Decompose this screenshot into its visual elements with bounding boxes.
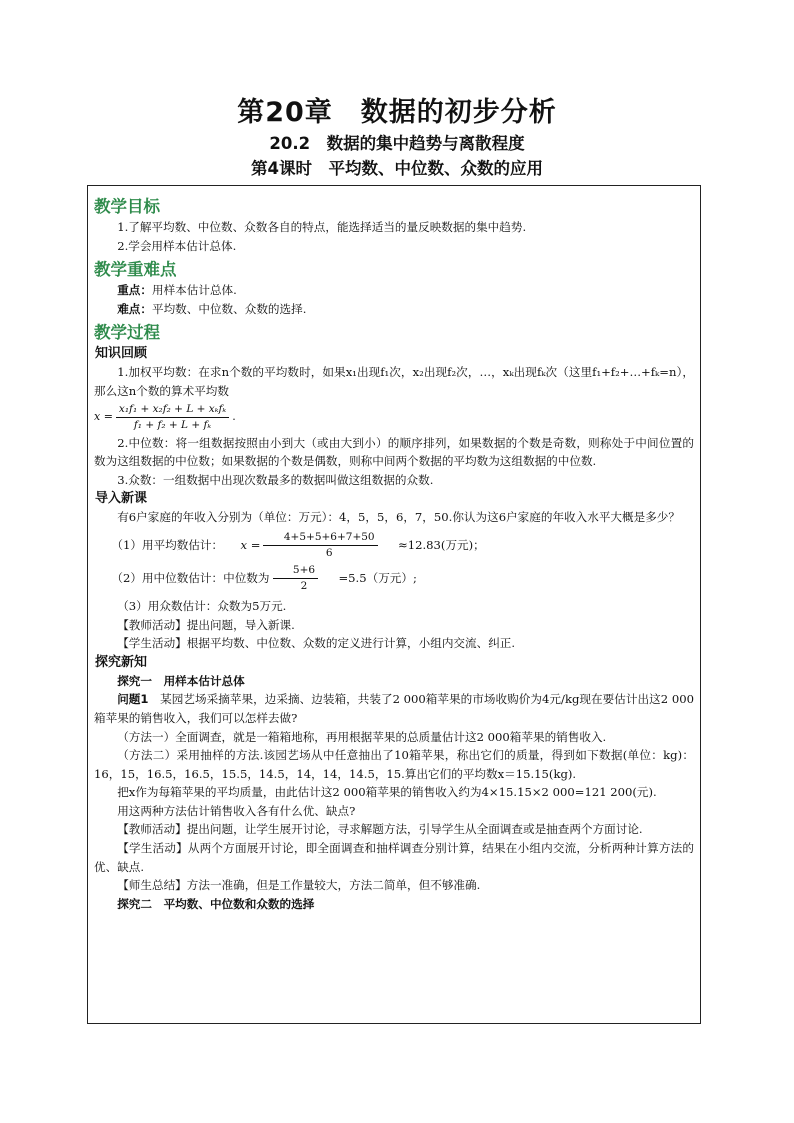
key-label: 重点： xyxy=(117,283,152,298)
mean-estimate-fraction xyxy=(263,531,377,560)
intro-heading: 导入新课 xyxy=(95,491,148,507)
mean-estimate-result: ≈12.83(万元)； xyxy=(398,538,485,553)
method-1: （方法一）全面调查，就是一箱箱地称，再用根据苹果的总质量估计这2 000箱苹果的销售收入. xyxy=(117,729,607,744)
objective-item: 1.了解平均数、中位数、众数各自的特点，能选择适当的量反映数据的集中趋势. xyxy=(117,220,527,234)
lesson-title: 第4课时 平均数、中位数、众数的应用 xyxy=(251,159,543,178)
question-1 xyxy=(94,690,694,727)
intro-question: 有6户家庭的年收入分别为（单位：万元）：4，5，5，6，7，50.你认为这6户家庭的年收入水平大概是多少？ xyxy=(117,510,680,525)
key-point xyxy=(94,281,694,300)
mean-estimate-denominator: 6 xyxy=(325,546,333,559)
formula-denominator: f₁ + f₂ + L + fₖ xyxy=(133,418,212,431)
question-1-label: 问题1 xyxy=(117,692,149,707)
teacher-student-summary: 【师生总结】方法一准确，但是工作量较大，方法二简单，但不够准确. xyxy=(117,878,481,893)
explore-teacher-activity: 【教师活动】提出问题，让学生展开讨论，寻求解题方法，引导学生从全面调查或是抽查两个方面讨论. xyxy=(117,822,643,837)
objective-item: 2.学会用样本估计总体. xyxy=(117,238,237,253)
weighted-mean-formula xyxy=(94,403,694,432)
mean-estimate-lhs: x = xyxy=(240,538,261,553)
difficulty-text: 平均数、中位数、众数的选择. xyxy=(151,301,307,316)
method-2: （方法二）采用抽样的方法.该园艺场从中任意抽出了10箱苹果，称出它们的质量，得到如下数据(单位：kg)：16，15，16.5，16.5，15.5，14.5，14，14，14.5，15.算出它们的平均数x＝15.15(kg). xyxy=(94,748,694,781)
method-2-result: 把x作为每箱苹果的平均质量，由此估计这2 000箱苹果的销售收入约为4×15.15×2 000=121 200(元). xyxy=(117,785,657,800)
question-1-text: 某园艺场采摘苹果，边采摘、边装箱，共装了2 000箱苹果的市场收购价为4元/kg现在要估计出这2 000箱苹果的销售收入，我们可以怎样去做? xyxy=(94,692,694,725)
lesson-plan-box xyxy=(87,185,701,1024)
mean-estimate-numerator: 4+5+5+6+7+50 xyxy=(263,531,377,546)
review-heading: 知识回顾 xyxy=(95,346,148,362)
objectives-heading: 教学目标 xyxy=(94,197,160,216)
median-estimate-denominator: 2 xyxy=(300,579,308,592)
process-heading: 教学过程 xyxy=(94,323,160,343)
explore-heading: 探究新知 xyxy=(95,654,148,670)
review-mode: 3.众数：一组数据中出现次数最多的数据叫做这组数据的众数. xyxy=(117,472,434,487)
median-estimate-result: =5.5（万元）; xyxy=(338,571,417,586)
difficulty-point xyxy=(94,300,694,319)
title-block xyxy=(0,96,794,181)
key-points-heading: 教学重难点 xyxy=(94,260,177,280)
formula-lhs: x = xyxy=(94,410,113,424)
intro-student-activity: 【学生活动】根据平均数、中位数、众数的定义进行计算，小组内交流、纠正. xyxy=(117,636,516,651)
formula-end: . xyxy=(232,410,236,424)
intro-teacher-activity: 【教师活动】提出问题，导入新课. xyxy=(117,617,295,632)
key-text: 用样本估计总体. xyxy=(151,283,237,298)
section-title: 20.2 数据的集中趋势与离散程度 xyxy=(269,134,525,153)
formula-numerator: x₁f₁ + x₂f₂ + L + xₖfₖ xyxy=(116,403,229,418)
chapter-title: 第20章 数据的初步分析 xyxy=(237,97,557,128)
median-estimate xyxy=(94,564,694,593)
mean-estimate xyxy=(94,531,694,560)
median-estimate-fraction xyxy=(273,564,319,593)
formula-fraction xyxy=(116,403,229,432)
median-estimate-numerator: 5+6 xyxy=(273,564,319,579)
inquiry-2-title: 探究二 平均数、中位数和众数的选择 xyxy=(117,896,315,911)
review-weighted-mean: 1.加权平均数：在求n个数的平均数时，如果x₁出现f₁次，x₂出现f₂次，…，xₖ出现fₖ次（这里f₁+f₂+…+fₖ=n），那么这n个数的算术平均数 xyxy=(94,365,694,398)
explore-student-activity: 【学生活动】从两个方面展开讨论，即全面调查和抽样调查分别计算，结果在小组内交流，分析两种计算方法的优、缺点. xyxy=(94,841,694,874)
mode-estimate: （3）用众数估计：众数为5万元. xyxy=(117,598,287,613)
question-2: 用这两种方法估计销售收入各有什么优、缺点? xyxy=(117,803,356,818)
inquiry-1-title: 探究一 用样本估计总体 xyxy=(117,673,245,688)
median-estimate-prefix: （2）用中位数估计：中位数为 xyxy=(111,571,270,586)
difficulty-label: 难点： xyxy=(117,301,152,316)
review-median: 2.中位数：将一组数据按照由小到大（或由大到小）的顺序排列，如果数据的个数是奇数，则称处于中间位置的数为这组数据的中位数；如果数据的个数是偶数，则称中间两个数据的平均数为这组数据的中位数. xyxy=(94,435,694,469)
mean-estimate-prefix: （1）用平均数估计： xyxy=(111,538,224,553)
